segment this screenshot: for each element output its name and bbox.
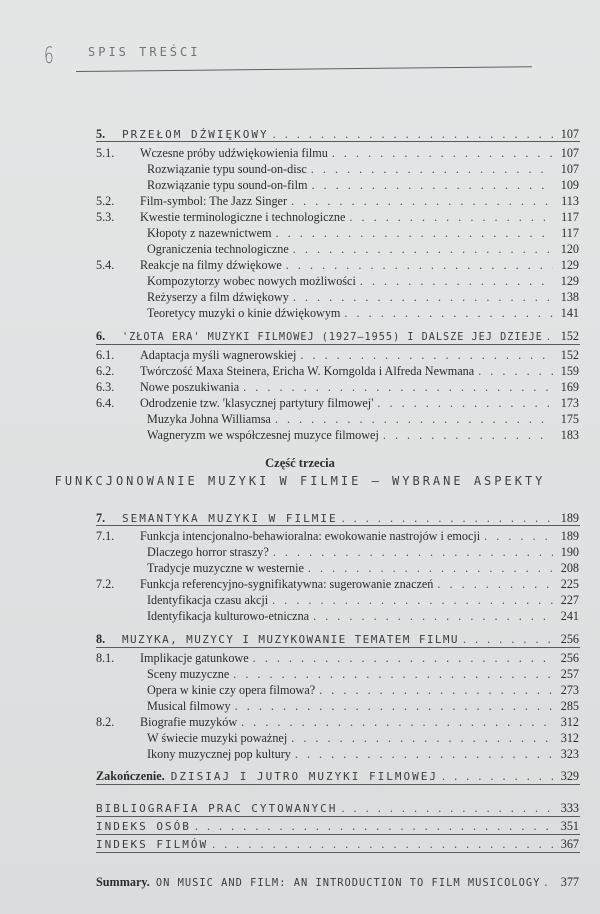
- entry-label: Kłopoty z nazewnictwem: [147, 226, 272, 240]
- toc-subentry: [147, 560, 579, 576]
- section-title: INDEKS OSÓB: [96, 820, 191, 833]
- section-title: DZISIAJ I JUTRO MUZYKI FILMOWEJ: [170, 770, 439, 783]
- leader-dots: [241, 714, 553, 730]
- leader-dots: [276, 225, 553, 241]
- toc-subentry: [147, 746, 579, 762]
- toc-subentry: [147, 682, 579, 698]
- leader-dots: [195, 818, 553, 834]
- chapter-rule: [96, 647, 580, 648]
- entry-label: Opera w kinie czy opera filmowa?: [147, 683, 316, 697]
- toc-entry: [96, 347, 579, 363]
- toc-conclusion: [96, 768, 579, 784]
- page-ref: 113: [561, 194, 579, 208]
- chapter-rule: [96, 141, 580, 142]
- chapter-rule: [96, 525, 580, 526]
- entry-number: 6.1.: [96, 348, 115, 362]
- toc-summary: [96, 874, 579, 890]
- page-ref: 169: [560, 380, 579, 394]
- section-prefix: Summary.: [96, 875, 150, 889]
- toc-subentry: [147, 225, 579, 241]
- leader-dots: [437, 576, 553, 592]
- chapter-title: 'ZŁOTA ERA' MUZYKI FILMOWEJ (1927–1955) I DALSZE JEJ DZIEJE: [122, 332, 543, 343]
- toc-chapter-8: [96, 631, 579, 647]
- toc-subentry: [147, 289, 579, 305]
- page-ref: 107: [560, 146, 579, 160]
- toc-subentry: [147, 666, 579, 682]
- leader-dots: [377, 395, 553, 411]
- page-ref: 107: [560, 127, 579, 141]
- toc-subentry: [147, 698, 579, 714]
- page-ref: 189: [560, 529, 579, 543]
- leader-dots: [360, 273, 553, 289]
- chapter-number: 5.: [96, 127, 106, 141]
- toc-index-films: [96, 836, 579, 852]
- leader-dots: [383, 427, 553, 443]
- chapter-title: PRZEŁOM DŹWIĘKOWY: [122, 128, 269, 141]
- entry-label: Musical filmowy: [147, 699, 231, 713]
- leader-dots: [293, 241, 553, 257]
- page-ref: 285: [560, 699, 579, 713]
- entry-label: Kompozytorzy wobec nowych możliwości: [147, 274, 356, 288]
- entry-number: 7.1.: [96, 529, 115, 543]
- toc-entry: [96, 395, 579, 411]
- entry-label: Film-symbol: The Jazz Singer: [140, 194, 288, 208]
- entry-label: Ograniczenia technologiczne: [147, 242, 289, 256]
- section-title: BIBLIOGRAFIA PRAC CYTOWANYCH: [96, 802, 338, 815]
- leader-dots: [547, 328, 553, 344]
- toc-subentry: [147, 608, 579, 624]
- leader-dots: [342, 510, 553, 526]
- leader-dots: [484, 528, 553, 544]
- entry-label: Implikacje gatunkowe: [140, 651, 249, 665]
- chapter-title: SEMANTYKA MUZYKI W FILMIE: [122, 512, 338, 525]
- leader-dots: [243, 379, 553, 395]
- leader-dots: [463, 631, 553, 647]
- entry-number: 8.1.: [96, 651, 115, 665]
- section-rule: [96, 834, 580, 835]
- toc-entry: [96, 650, 579, 666]
- entry-label: W świecie muzyki poważnej: [147, 731, 288, 745]
- section-title: INDEKS FILMÓW: [96, 838, 209, 851]
- part-title: FUNKCJONOWANIE MUZYKI W FILMIE — WYBRANE ASPEKTY: [54, 474, 546, 488]
- page-ref: 225: [560, 577, 579, 591]
- toc-subentry: [147, 273, 579, 289]
- leader-dots: [272, 592, 553, 608]
- page-number: 6: [44, 44, 54, 69]
- chapter-number: 6.: [96, 329, 106, 343]
- page-ref: 109: [560, 178, 579, 192]
- entry-label: Reakcje na filmy dźwiękowe: [140, 258, 282, 272]
- leader-dots: [291, 730, 553, 746]
- leader-dots: [308, 560, 553, 576]
- page-ref: 175: [560, 412, 579, 426]
- entry-number: 5.4.: [96, 258, 115, 272]
- page-ref: 351: [560, 819, 579, 833]
- header-rule: [76, 66, 532, 72]
- entry-label: Tradycje muzyczne w westernie: [147, 561, 304, 575]
- page-ref: 227: [560, 593, 579, 607]
- entry-label: Odrodzenie tzw. 'klasycznej partytury filmowej': [140, 396, 374, 410]
- leader-dots: [313, 608, 553, 624]
- entry-label: Kwestie terminologiczne i technologiczne: [140, 210, 346, 224]
- entry-label: Wczesne próby udźwiękowienia filmu: [140, 146, 328, 160]
- entry-label: Wagneryzm we współczesnej muzyce filmowej: [147, 428, 379, 442]
- running-title: SPIS TREŚCI: [88, 45, 201, 59]
- toc-subentry: [147, 427, 579, 443]
- leader-dots: [300, 347, 553, 363]
- toc-chapter-7: [96, 510, 579, 526]
- entry-label: Sceny muzyczne: [147, 667, 230, 681]
- section-title: ON MUSIC AND FILM: AN INTRODUCTION TO FILM MUSICOLOGY: [155, 877, 541, 889]
- section-rule: [96, 816, 580, 817]
- page-ref: 256: [560, 632, 579, 646]
- leader-dots: [235, 698, 553, 714]
- toc-subentry: [147, 544, 579, 560]
- toc-entry: [96, 576, 579, 592]
- toc-subentry: [147, 161, 579, 177]
- leader-dots: [233, 666, 553, 682]
- page-ref: 273: [560, 683, 579, 697]
- toc-bibliography: [96, 800, 579, 816]
- entry-label: Teoretycy muzyki o kinie dźwiękowym: [147, 306, 341, 320]
- page-ref: 159: [560, 364, 579, 378]
- leader-dots: [212, 836, 553, 852]
- page-ref: 256: [560, 651, 579, 665]
- entry-label: Adaptacja myśli wagnerowskiej: [140, 348, 297, 362]
- toc-entry: [96, 379, 579, 395]
- toc-chapter-6: [96, 328, 579, 344]
- toc-entry: [96, 193, 579, 209]
- toc-entry: [96, 209, 579, 225]
- toc-subentry: [147, 730, 579, 746]
- page-ref: 117: [561, 226, 579, 240]
- page-ref: 257: [560, 667, 579, 681]
- chapter-rule: [96, 344, 580, 345]
- leader-dots: [349, 209, 553, 225]
- page-header: [0, 0, 600, 80]
- leader-dots: [332, 145, 553, 161]
- entry-number: 6.4.: [96, 396, 115, 410]
- entry-label: Ikony muzycznej pop kultury: [147, 747, 291, 761]
- entry-label: Funkcja intencjonalno-behawioralna: ewokowanie nastrojów i emocji: [140, 529, 481, 543]
- toc-subentry: [147, 305, 579, 321]
- leader-dots: [442, 768, 553, 784]
- chapter-number: 7.: [96, 511, 106, 525]
- page-ref: 190: [560, 545, 579, 559]
- chapter-title: MUZYKA, MUZYCY I MUZYKOWANIE TEMATEM FILMU: [122, 633, 459, 646]
- entry-label: Identyfikacja czasu akcji: [147, 593, 269, 607]
- page-ref: 367: [560, 837, 579, 851]
- toc-subentry: [147, 241, 579, 257]
- leader-dots: [286, 257, 553, 273]
- page-ref: 141: [560, 306, 579, 320]
- leader-dots: [273, 126, 553, 142]
- leader-dots: [311, 161, 553, 177]
- entry-number: 6.3.: [96, 380, 115, 394]
- page-ref: 377: [560, 875, 579, 889]
- toc-index-persons: [96, 818, 579, 834]
- page-ref: 189: [560, 511, 579, 525]
- entry-label: Identyfikacja kulturowo-etniczna: [147, 609, 310, 623]
- entry-number: 5.1.: [96, 146, 115, 160]
- entry-number: 6.2.: [96, 364, 115, 378]
- page-ref: 107: [560, 162, 579, 176]
- toc-entry: [96, 363, 579, 379]
- page-ref: 208: [560, 561, 579, 575]
- leader-dots: [293, 289, 553, 305]
- page-ref: 117: [561, 210, 579, 224]
- entry-label: Nowe poszukiwania: [140, 380, 240, 394]
- section-rule: [96, 852, 580, 853]
- page-ref: 138: [560, 290, 579, 304]
- chapter-number: 8.: [96, 632, 106, 646]
- entry-label: Rozwiązanie typu sound-on-film: [147, 178, 308, 192]
- entry-number: 7.2.: [96, 577, 115, 591]
- toc-subentry: [147, 411, 579, 427]
- page-ref: 183: [560, 428, 579, 442]
- page-ref: 152: [560, 348, 579, 362]
- page-ref: 129: [560, 258, 579, 272]
- toc-entry: [96, 257, 579, 273]
- entry-number: 5.3.: [96, 210, 115, 224]
- leader-dots: [295, 746, 553, 762]
- entry-number: 8.2.: [96, 715, 115, 729]
- page-ref: 323: [560, 747, 579, 761]
- entry-label: Dlaczego horror straszy?: [147, 545, 269, 559]
- page-ref: 241: [560, 609, 579, 623]
- page-ref: 312: [560, 731, 579, 745]
- entry-label: Reżyserzy a film dźwiękowy: [147, 290, 289, 304]
- leader-dots: [319, 682, 553, 698]
- entry-label: Rozwiązanie typu sound-on-disc: [147, 162, 307, 176]
- page-ref: 333: [560, 801, 579, 815]
- entry-label: Muzyka Johna Williamsa: [147, 412, 271, 426]
- entry-number: 5.2.: [96, 194, 115, 208]
- leader-dots: [544, 874, 553, 890]
- toc-subentry: [147, 592, 579, 608]
- part-label: Część trzecia: [265, 456, 335, 470]
- leader-dots: [344, 305, 553, 321]
- leader-dots: [341, 800, 553, 816]
- page-ref: 312: [560, 715, 579, 729]
- leader-dots: [253, 650, 553, 666]
- leader-dots: [273, 544, 553, 560]
- page-ref: 129: [560, 274, 579, 288]
- toc-entry: [96, 145, 579, 161]
- page-ref: 120: [560, 242, 579, 256]
- toc-entry: [96, 528, 579, 544]
- leader-dots: [291, 193, 553, 209]
- page-ref: 152: [560, 329, 579, 343]
- entry-label: Biografie muzyków: [140, 715, 238, 729]
- leader-dots: [478, 363, 553, 379]
- toc-entry: [96, 714, 579, 730]
- page-ref: 173: [560, 396, 579, 410]
- toc-chapter-5: [96, 126, 579, 142]
- entry-label: Twórczość Maxa Steinera, Ericha W. Korngolda i Alfreda Newmana: [140, 364, 475, 378]
- page-ref: 329: [560, 769, 579, 783]
- section-prefix: Zakończenie.: [96, 769, 165, 783]
- section-rule: [96, 784, 580, 785]
- entry-label: Funkcja referencyjno-sygnifikatywna: sugerowanie znaczeń: [140, 577, 434, 591]
- leader-dots: [275, 411, 553, 427]
- toc-subentry: [147, 177, 579, 193]
- leader-dots: [311, 177, 553, 193]
